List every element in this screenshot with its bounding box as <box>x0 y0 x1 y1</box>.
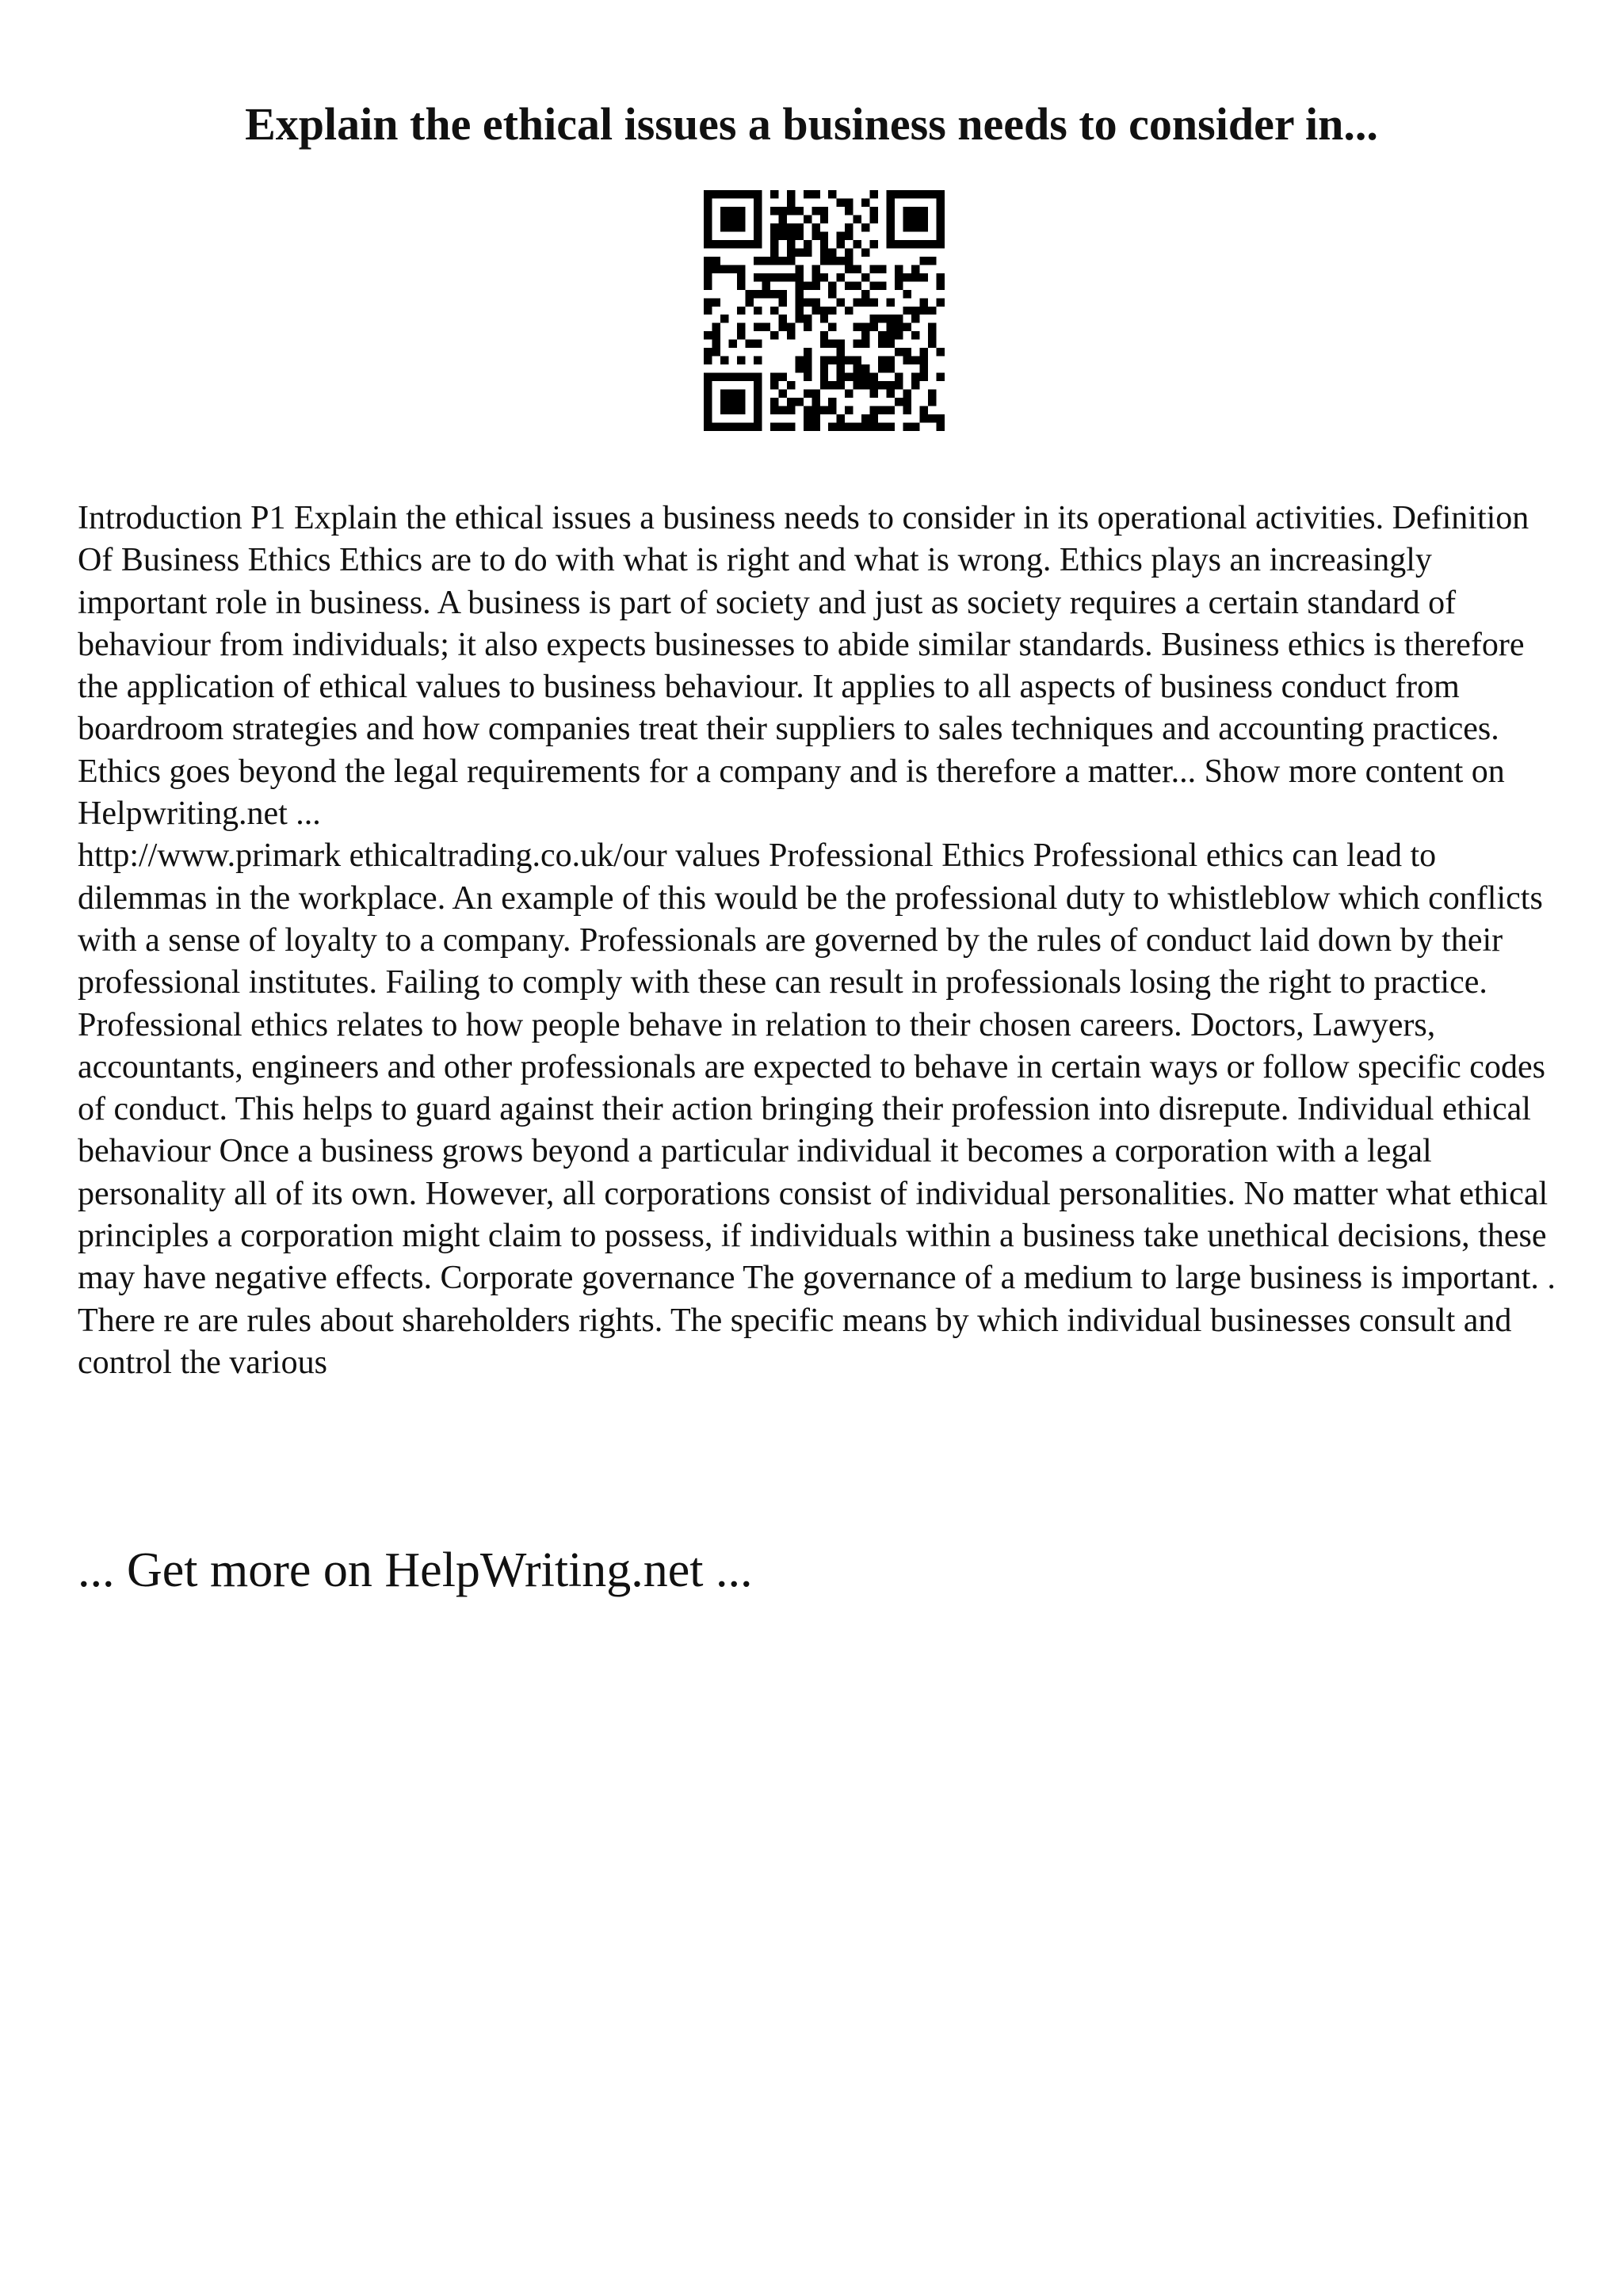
get-more-link[interactable]: ... Get more on HelpWriting.net ... <box>78 1543 753 1597</box>
article-body <box>78 498 1568 1384</box>
paragraph-professional-ethics: http://www.primark ethicaltrading.co.uk/our values Professional Ethics Professional ethics can lead to dilemmas in the workplace. An example of this would be the professional duty to whistleblow which conflicts with a sense of loyalty to a company. Professionals are governed by the rules of conduct laid down by their professional institutes. Failing to comply with these can result in professionals losing the right to practice. Professional ethics relates to how people behave in relation to their chosen careers. Doctors, Lawyers, accountants, engineers and other professionals are expected to behave in certain ways or follow specific codes of conduct. This helps to guard against their action bringing their profession into disrepute. Individual ethical behaviour Once a business grows beyond a particular individual it becomes a corporation with a legal personality all of its own. However, all corporations consist of individual personalities. No matter what ethical principles a corporation might claim to possess, if individuals within a business take unethical decisions, these may have negative effects. Corporate governance The governance of a medium to large business is important. . There re are rules about shareholders rights. The specific means by which individual businesses consult and control the various <box>78 837 1556 1381</box>
paragraph-intro: Introduction P1 Explain the ethical issues a business needs to consider in its operational activities. Definition Of Business Ethics Ethics are to do with what is right and what is wrong. Ethics plays an increasingly important role in business. A business is part of society and just as society requires a certain standard of behaviour from individuals; it also expects businesses to abide similar standards. Business ethics is therefore the application of ethical values to business behaviour. It applies to all aspects of business conduct from boardroom strategies and how companies treat their suppliers to sales techniques and accounting practices. Ethics goes beyond the legal requirements for a company and is therefore a matter... Show more content on Helpwriting.net ... <box>78 500 1529 833</box>
page-title: Explain the ethical issues a business needs to consider in... <box>245 98 1378 150</box>
qr-code-icon[interactable] <box>704 190 945 431</box>
